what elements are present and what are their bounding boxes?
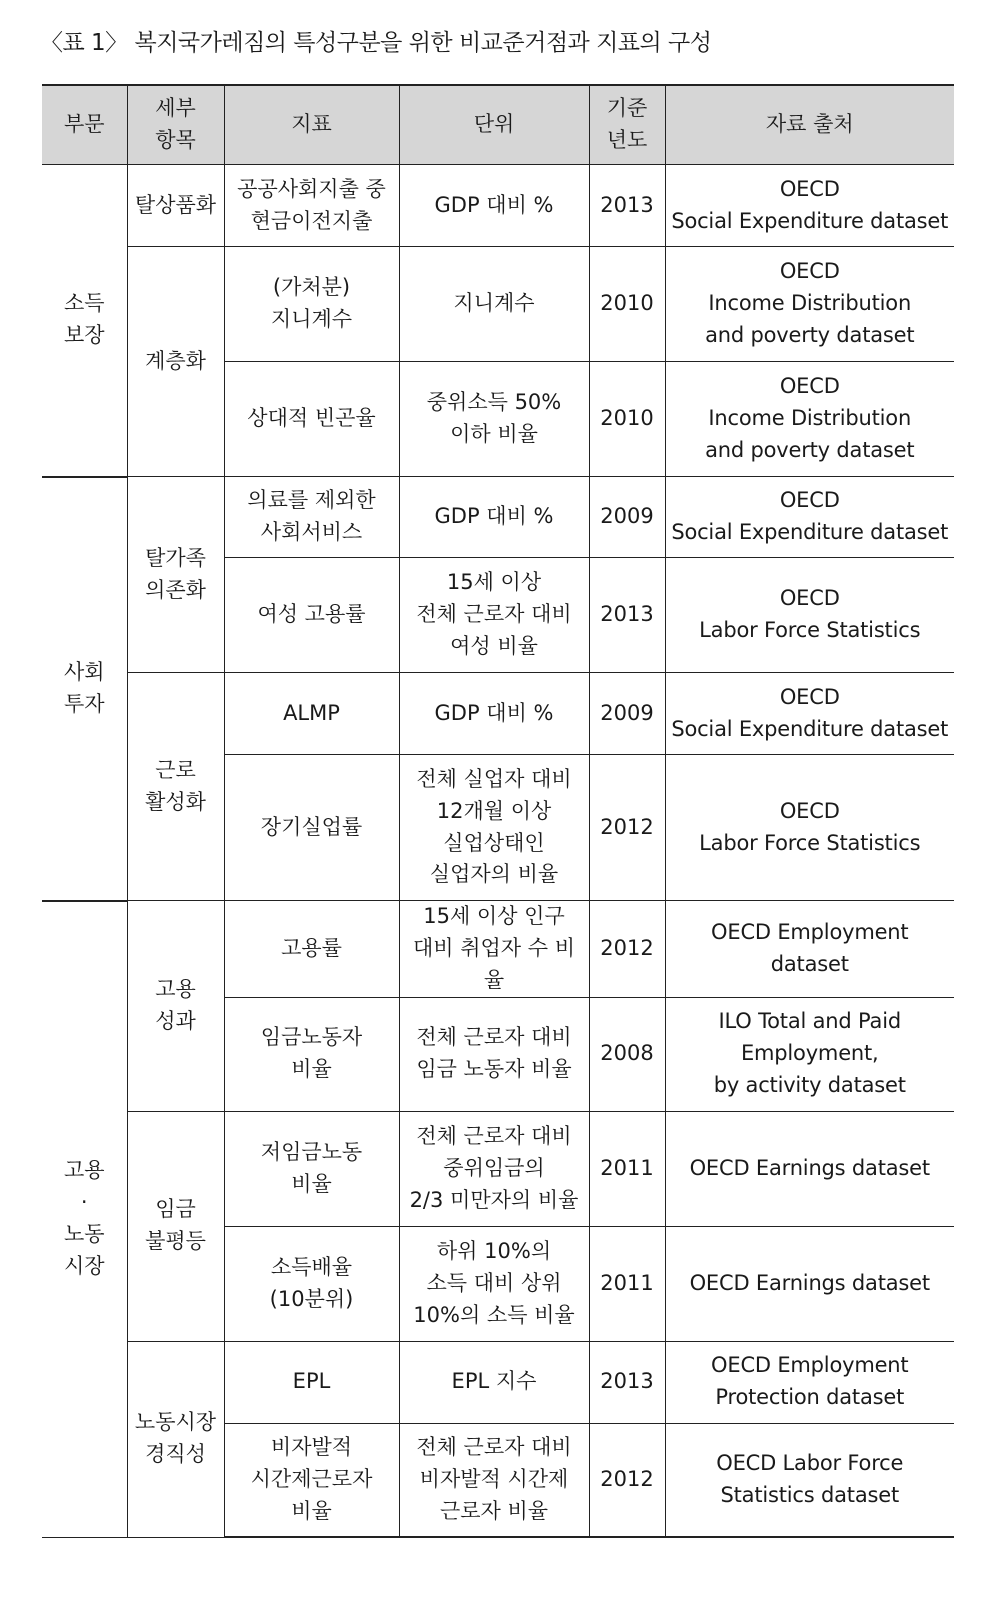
year-cell: 2011 — [589, 1226, 665, 1341]
unit-cell: EPL 지수 — [399, 1341, 589, 1423]
year-cell: 2012 — [589, 1423, 665, 1537]
table-row — [42, 247, 954, 362]
comparison-indicator-table — [42, 84, 954, 1538]
year-cell: 2013 — [589, 558, 665, 673]
unit-cell: 전체 실업자 대비 12개월 이상 실업상태인 실업자의 비율 — [399, 755, 589, 901]
source-cell: OECD Income Distribution and poverty dataset — [665, 362, 954, 477]
subitem-cell: 근로 활성화 — [127, 673, 224, 901]
indicator-cell: 저임금노동 비율 — [224, 1111, 399, 1226]
year-cell: 2009 — [589, 673, 665, 755]
header-unit: 단위 — [399, 85, 589, 165]
indicator-cell: 소득배율 (10분위) — [224, 1226, 399, 1341]
indicator-cell: 비자발적 시간제근로자 비율 — [224, 1423, 399, 1537]
year-cell: 2010 — [589, 362, 665, 477]
source-cell: OECD Earnings dataset — [665, 1226, 954, 1341]
table-row — [42, 477, 954, 558]
unit-cell: 하위 10%의 소득 대비 상위 10%의 소득 비율 — [399, 1226, 589, 1341]
source-cell: OECD Employment dataset — [665, 901, 954, 998]
source-cell: OECD Social Expenditure dataset — [665, 673, 954, 755]
category-cell: 사회 투자 — [42, 477, 127, 901]
source-cell: OECD Social Expenditure dataset — [665, 477, 954, 558]
unit-cell: GDP 대비 % — [399, 165, 589, 247]
unit-cell: GDP 대비 % — [399, 477, 589, 558]
subitem-cell: 노동시장 경직성 — [127, 1341, 224, 1537]
year-cell: 2013 — [589, 165, 665, 247]
year-cell: 2013 — [589, 1341, 665, 1423]
indicator-cell: (가처분) 지니계수 — [224, 247, 399, 362]
indicator-cell: 의료를 제외한 사회서비스 — [224, 477, 399, 558]
indicator-cell: EPL — [224, 1341, 399, 1423]
year-cell: 2009 — [589, 477, 665, 558]
table-row — [42, 1341, 954, 1423]
header-row — [42, 85, 954, 165]
table-row — [42, 165, 954, 247]
unit-cell: GDP 대비 % — [399, 673, 589, 755]
unit-cell: 전체 근로자 대비 임금 노동자 비율 — [399, 997, 589, 1111]
header-category: 부문 — [42, 85, 127, 165]
subitem-cell: 고용 성과 — [127, 901, 224, 1112]
table-row — [42, 901, 954, 998]
subitem-cell: 계층화 — [127, 247, 224, 477]
subitem-cell: 탈가족 의존화 — [127, 477, 224, 673]
unit-cell: 15세 이상 인구 대비 취업자 수 비율 — [399, 901, 589, 998]
source-cell: OECD Income Distribution and poverty dataset — [665, 247, 954, 362]
unit-cell: 지니계수 — [399, 247, 589, 362]
unit-cell: 전체 근로자 대비 비자발적 시간제 근로자 비율 — [399, 1423, 589, 1537]
subitem-cell: 임금 불평등 — [127, 1111, 224, 1341]
table-row — [42, 673, 954, 755]
unit-cell: 전체 근로자 대비 중위임금의 2/3 미만자의 비율 — [399, 1111, 589, 1226]
indicator-cell: 장기실업률 — [224, 755, 399, 901]
category-cell: 고용 · 노동 시장 — [42, 901, 127, 1538]
header-indicator: 지표 — [224, 85, 399, 165]
indicator-cell: 여성 고용률 — [224, 558, 399, 673]
source-cell: OECD Social Expenditure dataset — [665, 165, 954, 247]
source-cell: OECD Labor Force Statistics — [665, 755, 954, 901]
indicator-cell: ALMP — [224, 673, 399, 755]
unit-cell: 중위소득 50% 이하 비율 — [399, 362, 589, 477]
header-year: 기준 년도 — [589, 85, 665, 165]
category-cell: 소득 보장 — [42, 165, 127, 477]
source-cell: OECD Earnings dataset — [665, 1111, 954, 1226]
source-cell: OECD Employment Protection dataset — [665, 1341, 954, 1423]
indicator-cell: 상대적 빈곤율 — [224, 362, 399, 477]
subitem-cell: 탈상품화 — [127, 165, 224, 247]
table-caption: 〈표 1〉 복지국가레짐의 특성구분을 위한 비교준거점과 지표의 구성 — [40, 30, 712, 56]
indicator-cell: 고용률 — [224, 901, 399, 998]
source-cell: OECD Labor Force Statistics dataset — [665, 1423, 954, 1537]
header-source: 자료 출처 — [665, 85, 954, 165]
year-cell: 2012 — [589, 901, 665, 998]
year-cell: 2011 — [589, 1111, 665, 1226]
year-cell: 2012 — [589, 755, 665, 901]
indicator-cell: 공공사회지출 중 현금이전지출 — [224, 165, 399, 247]
unit-cell: 15세 이상 전체 근로자 대비 여성 비율 — [399, 558, 589, 673]
header-subitem: 세부 항목 — [127, 85, 224, 165]
table-row — [42, 1111, 954, 1226]
source-cell: OECD Labor Force Statistics — [665, 558, 954, 673]
source-cell: ILO Total and Paid Employment, by activity dataset — [665, 997, 954, 1111]
indicator-cell: 임금노동자 비율 — [224, 997, 399, 1111]
year-cell: 2010 — [589, 247, 665, 362]
year-cell: 2008 — [589, 997, 665, 1111]
